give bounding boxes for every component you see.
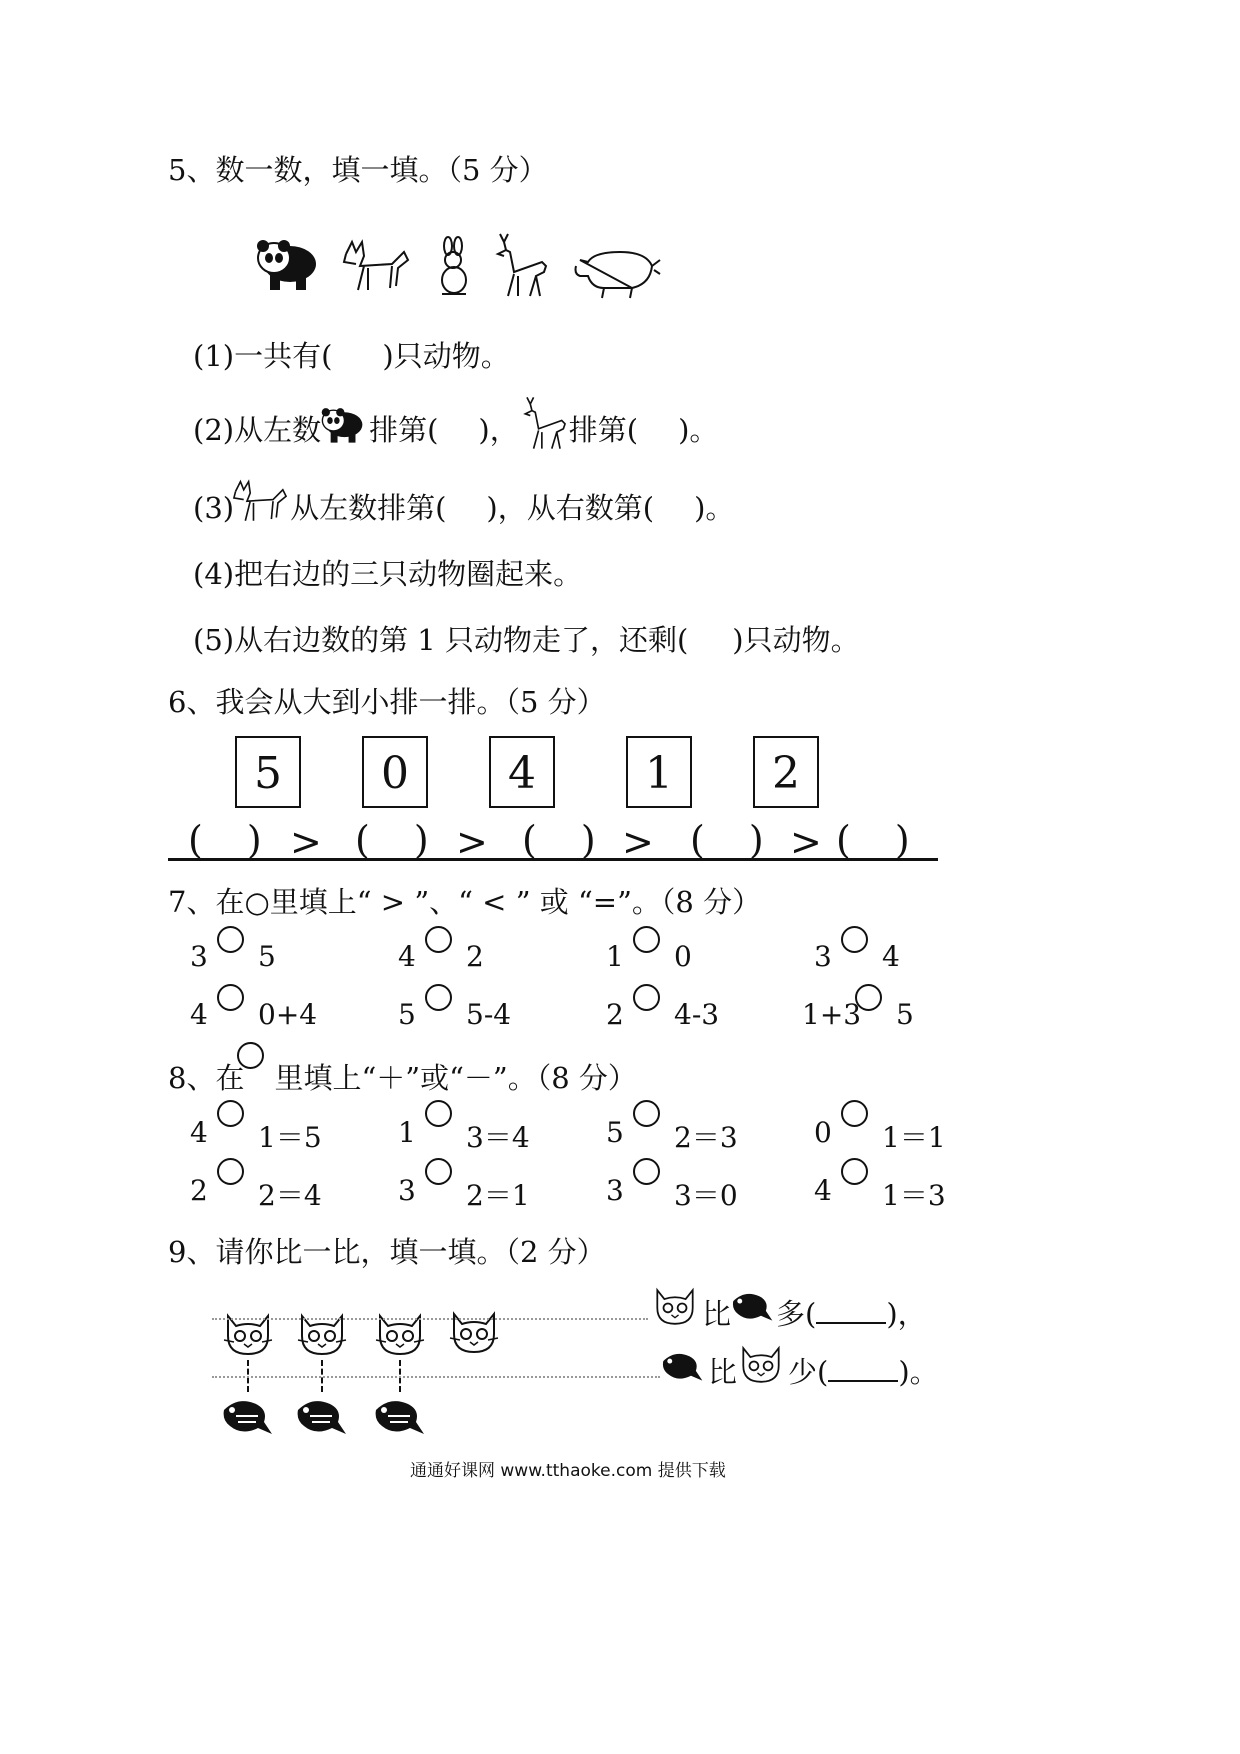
q7-left: 5 <box>398 998 416 1031</box>
dotted-line <box>212 1376 660 1378</box>
answer-circle[interactable] <box>217 984 244 1011</box>
answer-slot-1: ( ) <box>188 818 264 862</box>
q5-sub3-b: 从左数排第( <box>290 491 447 525</box>
number-card-0: 0 <box>362 736 428 808</box>
circle-icon <box>237 1042 264 1069</box>
q8-right: 2＝3 <box>674 1121 738 1154</box>
q7-left: 3 <box>190 940 208 973</box>
answer-circle[interactable] <box>217 1158 244 1185</box>
number-card-5: 5 <box>235 736 301 808</box>
q7-left: 2 <box>606 998 624 1031</box>
deer-icon <box>494 232 552 298</box>
q5-sub5-b: )只动物。 <box>732 623 860 657</box>
answer-circle[interactable] <box>425 1100 452 1127</box>
q7-title: 7、在○里填上“ > ”、“ < ” 或 “=”。（8 分） <box>168 885 762 919</box>
cat-icon <box>652 1286 698 1328</box>
q5-sub3-c: )，从右数第( <box>486 491 655 525</box>
pig-icon <box>570 244 662 300</box>
q5-sub2-e: )。 <box>678 413 719 447</box>
q6-title: 6、我会从大到小排一排。（5 分） <box>168 685 606 719</box>
q8-title-a: 8、在 <box>168 1061 245 1095</box>
answer-slot-3: ( ) <box>522 818 598 862</box>
q5-sub2-b: 排第( <box>369 413 439 447</box>
q5-sub3-d: )。 <box>694 491 735 525</box>
answer-circle[interactable] <box>425 984 452 1011</box>
answer-circle[interactable] <box>841 1100 868 1127</box>
panda-icon <box>318 404 364 444</box>
answer-circle[interactable] <box>633 1100 660 1127</box>
q5-sub2-d: 排第( <box>568 413 639 447</box>
q8-right: 3＝4 <box>466 1121 530 1154</box>
answer-circle[interactable] <box>841 926 868 953</box>
q8-left: 3 <box>398 1174 416 1207</box>
gt-sign-2: > <box>456 820 490 864</box>
answer-circle[interactable] <box>855 984 882 1011</box>
answer-circle[interactable] <box>217 926 244 953</box>
q5-sub1 <box>193 334 510 375</box>
q9-title: 9、请你比一比，填一填。（2 分） <box>168 1235 606 1269</box>
q7-left: 4 <box>190 998 208 1031</box>
q5-sub2-a: (2)从左数 <box>193 413 322 447</box>
fish-icon <box>372 1392 426 1440</box>
dotted-line <box>212 1318 648 1320</box>
fish-icon <box>294 1392 348 1440</box>
q8-left: 2 <box>190 1174 208 1207</box>
q8-title-b: 里填上“＋”或“－”。（8 分） <box>274 1061 637 1095</box>
rabbit-icon <box>434 238 474 296</box>
fish-icon <box>660 1346 704 1386</box>
q5-sub4: (4)把右边的三只动物圈起来。 <box>193 557 583 591</box>
q7-left: 3 <box>814 940 832 973</box>
answer-circle[interactable] <box>633 1158 660 1185</box>
q8-left: 4 <box>190 1116 208 1149</box>
more-close: )， <box>886 1297 927 1331</box>
number-card-2: 2 <box>753 736 819 808</box>
compare-word-bi-2: 比 <box>708 1355 738 1389</box>
cat-icon <box>448 1310 500 1356</box>
q8-left: 3 <box>606 1174 624 1207</box>
deer-icon <box>522 394 570 452</box>
q5-sub2 <box>193 408 718 449</box>
q7-right: 5 <box>896 998 914 1031</box>
less-label: 少( <box>788 1355 829 1389</box>
q8-right: 2＝4 <box>258 1179 322 1212</box>
q8-left: 5 <box>606 1116 624 1149</box>
footer-credit: 通通好课网 www.tthaoke.com 提供下载 <box>410 1461 726 1481</box>
q7-left: 1+3 <box>802 998 862 1031</box>
q5-sub5 <box>193 618 860 659</box>
q8-right: 1＝5 <box>258 1121 322 1154</box>
q7-right: 4 <box>882 940 900 973</box>
q7-right: 0 <box>674 940 692 973</box>
answer-slot-5: ( ) <box>836 818 912 862</box>
answer-circle[interactable] <box>633 926 660 953</box>
q8-right: 1＝1 <box>882 1121 946 1154</box>
answer-slot-2: ( ) <box>355 818 431 862</box>
q8-left: 0 <box>814 1116 832 1149</box>
q7-right: 2 <box>466 940 484 973</box>
compare-more <box>776 1292 927 1333</box>
q5-sub1-a: (1)一共有( <box>193 339 333 373</box>
gt-sign-4: > <box>790 820 824 864</box>
number-card-4: 4 <box>489 736 555 808</box>
q7-right: 0+4 <box>258 998 318 1031</box>
compare-less <box>788 1350 939 1391</box>
q5-sub3-a: (3) <box>193 491 235 525</box>
answer-circle[interactable] <box>841 1158 868 1185</box>
more-label: 多( <box>776 1297 817 1331</box>
q5-title: 5、数一数，填一填。（5 分） <box>168 153 548 187</box>
fish-icon <box>220 1392 274 1440</box>
q5-sub1-b: )只动物。 <box>382 339 510 373</box>
number-card-1: 1 <box>626 736 692 808</box>
q7-left: 1 <box>606 940 624 973</box>
fox-icon <box>342 240 410 294</box>
q6-baseline <box>168 858 938 861</box>
less-close: )。 <box>898 1355 939 1389</box>
answer-circle[interactable] <box>633 984 660 1011</box>
answer-circle[interactable] <box>425 1158 452 1185</box>
fish-icon <box>730 1286 774 1326</box>
answer-circle[interactable] <box>425 926 452 953</box>
answer-slot-4: ( ) <box>690 818 766 862</box>
q8-right: 3＝0 <box>674 1179 738 1212</box>
fox-icon <box>232 480 288 524</box>
q8-left: 1 <box>398 1116 416 1149</box>
q7-right: 4-3 <box>674 998 720 1031</box>
gt-sign-1: > <box>290 820 324 864</box>
answer-circle[interactable] <box>217 1100 244 1127</box>
q5-sub5-a: (5)从右边数的第 1 只动物走了，还剩( <box>193 623 689 657</box>
q8-right: 2＝1 <box>466 1179 530 1212</box>
q8-right: 1＝3 <box>882 1179 946 1212</box>
q7-right: 5 <box>258 940 276 973</box>
q7-right: 5-4 <box>466 998 512 1031</box>
cat-icon <box>738 1344 784 1386</box>
panda-icon <box>252 234 318 292</box>
compare-word-bi: 比 <box>702 1297 732 1331</box>
gt-sign-3: > <box>622 820 656 864</box>
q5-sub2-c: )， <box>478 413 519 447</box>
q8-left: 4 <box>814 1174 832 1207</box>
q7-left: 4 <box>398 940 416 973</box>
